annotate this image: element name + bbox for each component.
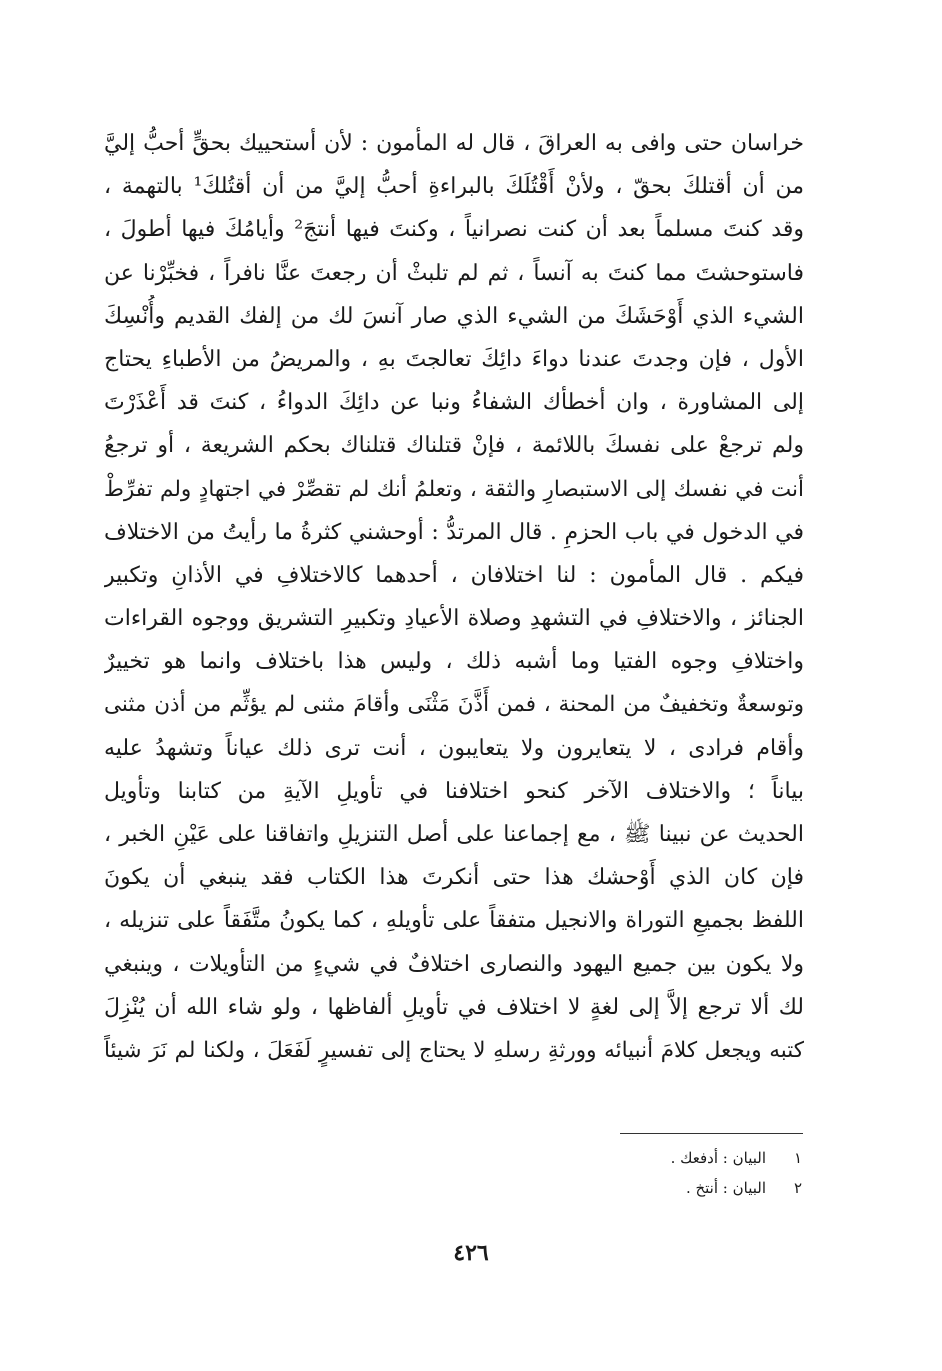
footnote-number: ٢ [793, 1179, 802, 1197]
footnote [480, 1173, 802, 1203]
text-line: وأقام فرادى ، لا يتعايرون ولا يتعايبون ، أنت ترى ذلك عياناً وتشهدُ عليه [104, 735, 804, 761]
footnote-text: البيان : أدفعك . [670, 1149, 766, 1167]
text-line: وتوسعةٌ وتخفيفٌ من المحنة ، فمن أَذَّنَ مَثْنَى وأقامَ مثنى لم يؤثِّم من أذن مثنى [104, 692, 804, 718]
text-line: واختلافِ وجوه الفتيا وما أشبه ذلك ، وليس هذا باختلاف وانما هو تخييرٌ [104, 649, 804, 675]
text-line: فاستوحشتَ مما كنتَ به آنساً ، ثم لم تلبثْ أن رجعتَ عنَّا نافراً ، فخبِّرْنا عن [104, 260, 804, 286]
text-line: اللفظ بجميعِ التوراة والانجيل متفقاً على تأويلهِ ، كما يكونُ متَّفَقاً على تنزيله ، [104, 908, 804, 934]
footnote [480, 1143, 802, 1173]
text-line: الأول ، فإن وجدتَ عندنا دواءَ دائِكَ تعالجتَ بهِ ، والمريضُ من الأطباءِ يحتاج [104, 346, 804, 372]
text-line: بياناً ؛ والاختلاف الآخر كنحو اختلافنا في تأويلِ الآيةِ من كتابنا وتأويل [104, 778, 804, 804]
text-line: وقد كنتَ مسلماً بعد أن كنت نصرانياً ، وكنتَ فيها أنتجَ² وأيامُكَ فيها أطولَ ، [104, 217, 804, 243]
text-line: في الدخول في باب الحزمِ . قال المرتدُّ : أوحشني كثرةُ ما رأيتُ من الاختلاف [104, 519, 804, 545]
text-line: لك ألا ترجع إلاَّ إلى لغةٍ لا اختلاف في تأويلِ ألفاظها ، ولو شاء الله أن يُنْزِلَ [104, 994, 804, 1020]
text-line: الشيء الذي أَوْحَشَكَ من الشيء الذي صار آنسَ لك من إلفك القديم وأُنْسِكَ [104, 303, 804, 329]
text-line: كتبه ويجعل كلامَ أنبيائه وورثةِ رسلهِ لا يحتاج إلى تفسيرٍ لَفَعَلَ ، ولكنا لم نَرَ شيئاً [104, 1037, 804, 1063]
footnotes-block [480, 1143, 802, 1203]
footnote-text: البيان : أنتخ . [685, 1179, 766, 1197]
text-line: ولا يكون بين جميع اليهود والنصارى اختلافٌ في شيءٍ من التأويلات ، وينبغي [104, 951, 804, 977]
main-text-block [104, 122, 804, 1072]
text-line: الحديث عن نبينا ﷺ ، مع إجماعنا على أصل التنزيلِ واتفاقنا على عَيْنِ الخبر ، [104, 822, 804, 847]
text-line: ولم ترجعْ على نفسكَ باللائمة ، فإنْ قتلناك قتلناك بحكم الشريعة ، أو ترجعُ [104, 433, 804, 459]
text-line: فإن كان الذي أَوْحشك هذا حتى أنكرتَ هذا الكتاب فقد ينبغي أن يكونَ [104, 865, 804, 891]
page-number: ٤٢٦ [453, 1240, 489, 1266]
text-line: إلى المشاورة ، وان أخطأك الشفاءُ ونبا عن دائِكَ الدواءُ ، كنتَ قد أَعْذَرْتَ [104, 390, 804, 416]
text-line: من أن أقتلكَ بحقّ ، ولأنْ أَقْتُلَكَ بالبراءةِ أحبُّ إليَّ من أن أقتُلكَ¹ بالتهمة ، [104, 174, 804, 200]
text-line: الجنائز ، والاختلافِ في التشهدِ وصلاة الأعيادِ وتكبيرِ التشريق ووجوه القراءات [104, 606, 804, 632]
footnote-number: ١ [793, 1149, 802, 1167]
text-line: أنت في نفسك إلى الاستبصارِ والثقة ، وتعلمُ أنك لم تقصِّرْ في اجتهادٍ ولم تفرِّطْ [104, 476, 804, 502]
text-line: خراسان حتى وافى به العراقَ ، قال له المأمون : لأن أستحييك بحقٍّ أحبُّ إليَّ [104, 131, 804, 156]
footnote-separator [620, 1133, 803, 1134]
text-line: فيكم . قال المأمون : لنا اختلافان ، أحدهما كالاختلافِ في الأذانِ وتكبير [104, 562, 804, 588]
